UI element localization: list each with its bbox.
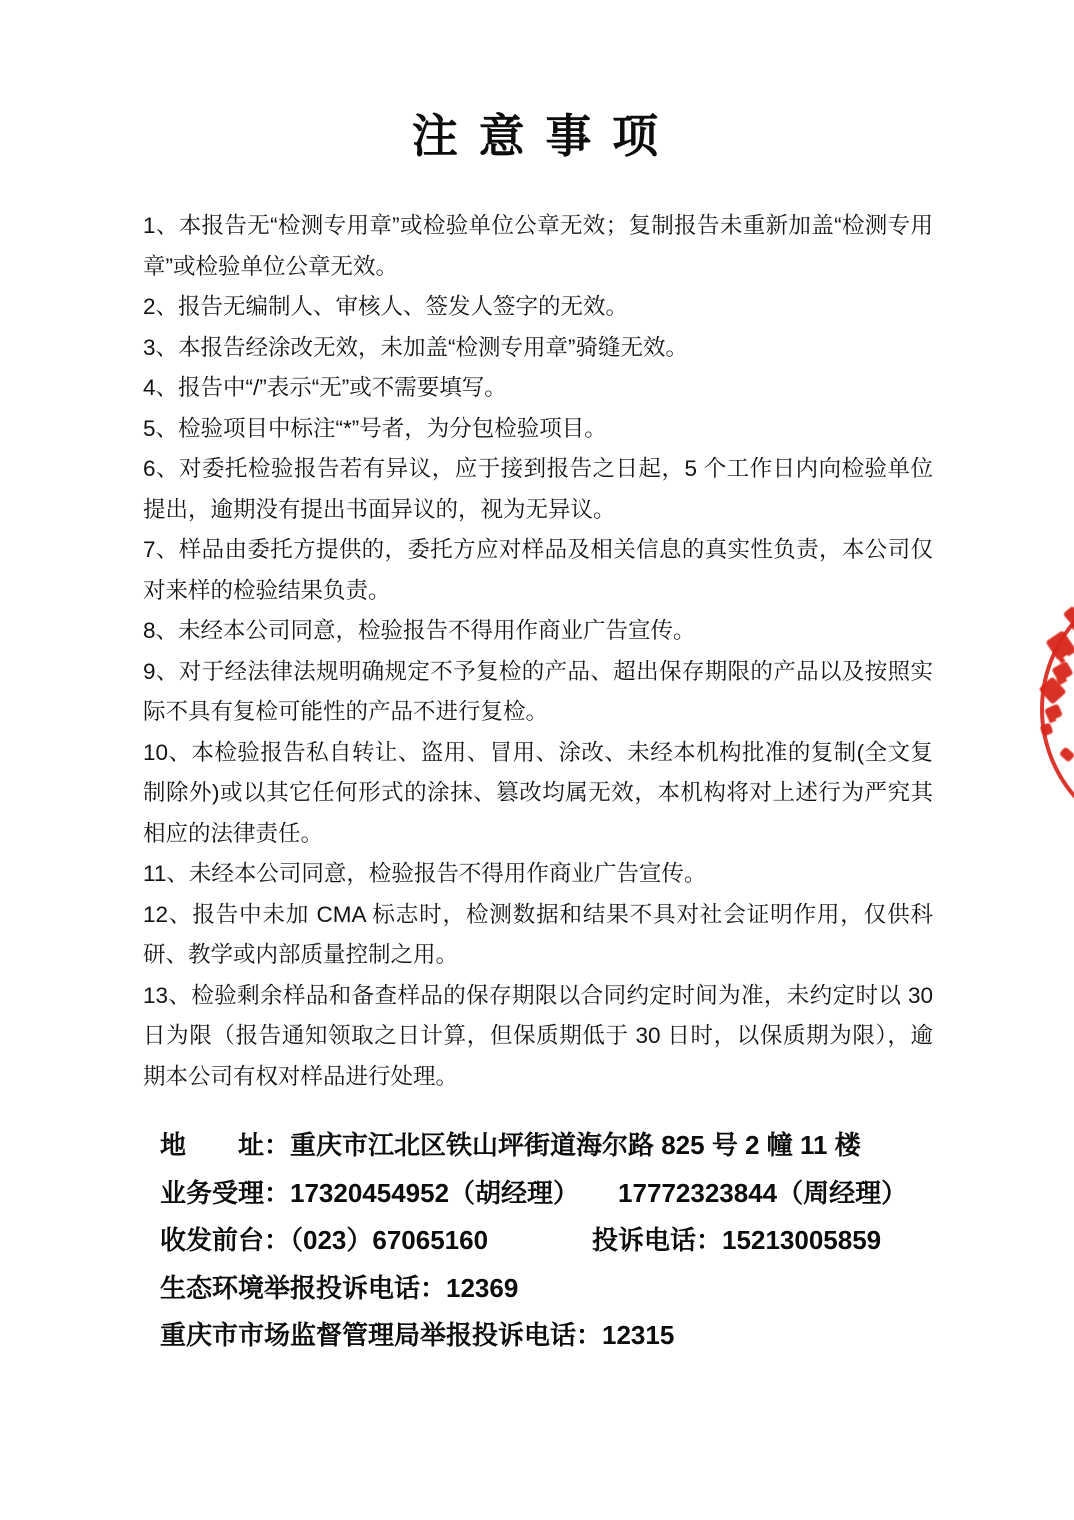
note-item-2: 2、报告无编制人、审核人、签发人签字的无效。	[143, 294, 629, 319]
note-item-3: 3、本报告经涂改无效，未加盖“检测专用章”骑缝无效。	[143, 334, 688, 360]
partial-red-seal-stamp	[1036, 572, 1074, 842]
stamp-smudge-icon	[1039, 722, 1053, 736]
page-title: 注 意 事 项	[411, 110, 663, 162]
note-item-4: 4、报告中“/”表示“无”或不需要填写。	[143, 375, 507, 400]
note-item-13: 13、检验剩余样品和备查样品的保存期限以合同约定时间为准，未约定时以 30 日为限（报告通知领取之日计算，但保质期低于 30 日时，以保质期为限），逾期本公司有权对样品进行处理。	[143, 982, 933, 1089]
stamp-smudge-icon	[1045, 630, 1074, 661]
note-item-9: 9、对于经法律法规明确规定不予复检的产品、超出保存期限的产品以及按照实际不具有复检可能性的产品不进行复检。	[143, 658, 933, 724]
note-item-11: 11、未经本公司同意，检验报告不得用作商业广告宣传。	[143, 861, 707, 886]
note-item-12: 12、报告中未加 CMA 标志时，检测数据和结果不具对社会证明作用，仅供科研、教学或内部质量控制之用。	[143, 901, 933, 967]
note-item-6: 6、对委托检验报告若有异议，应于接到报告之日起，5 个工作日内向检验单位提出，逾期没有提出书面异议的，视为无异议。	[143, 456, 933, 522]
stamp-smudge-icon	[1051, 661, 1073, 682]
contact-eco-hotline-line: 生态环境举报投诉电话：12369	[160, 1272, 519, 1303]
stamp-smudge-icon	[1063, 606, 1074, 626]
contact-market-hotline-line: 重庆市市场监督管理局举报投诉电话：12315	[160, 1320, 675, 1350]
contact-address-line: 地 址：重庆市江北区铁山坪街道海尔路 825 号 2 幢 11 楼	[160, 1130, 861, 1160]
contact-frontdesk-phone-line: 收发前台：（023）67065160 投诉电话：15213005859	[160, 1225, 882, 1255]
contact-business-phone-line: 业务受理：17320454952（胡经理） 17772323844（周经理）	[160, 1177, 908, 1208]
note-item-1: 1、本报告无“检测专用章”或检验单位公章无效；复制报告未重新加盖“检测专用章”或检验单位公章无效。	[143, 213, 933, 279]
contact-block	[160, 1122, 960, 1360]
note-item-7: 7、样品由委托方提供的，委托方应对样品及相关信息的真实性负责，本公司仅对来样的检验结果负责。	[143, 537, 933, 603]
notes-list	[143, 206, 933, 1097]
stamp-arc-icon	[1040, 574, 1074, 844]
note-item-10: 10、本检验报告私自转让、盗用、冒用、涂改、未经本机构批准的复制(全文复制除外)或以其它任何形式的涂抹、篡改均属无效，本机构将对上述行为严究其相应的法律责任。	[143, 739, 933, 846]
note-item-8: 8、未经本公司同意，检验报告不得用作商业广告宣传。	[143, 618, 696, 643]
stamp-smudge-icon	[1044, 704, 1063, 722]
note-item-5: 5、检验项目中标注“*”号者，为分包检验项目。	[143, 415, 607, 441]
stamp-smudge-icon	[1038, 676, 1066, 704]
stamp-smudge-icon	[1059, 746, 1074, 762]
